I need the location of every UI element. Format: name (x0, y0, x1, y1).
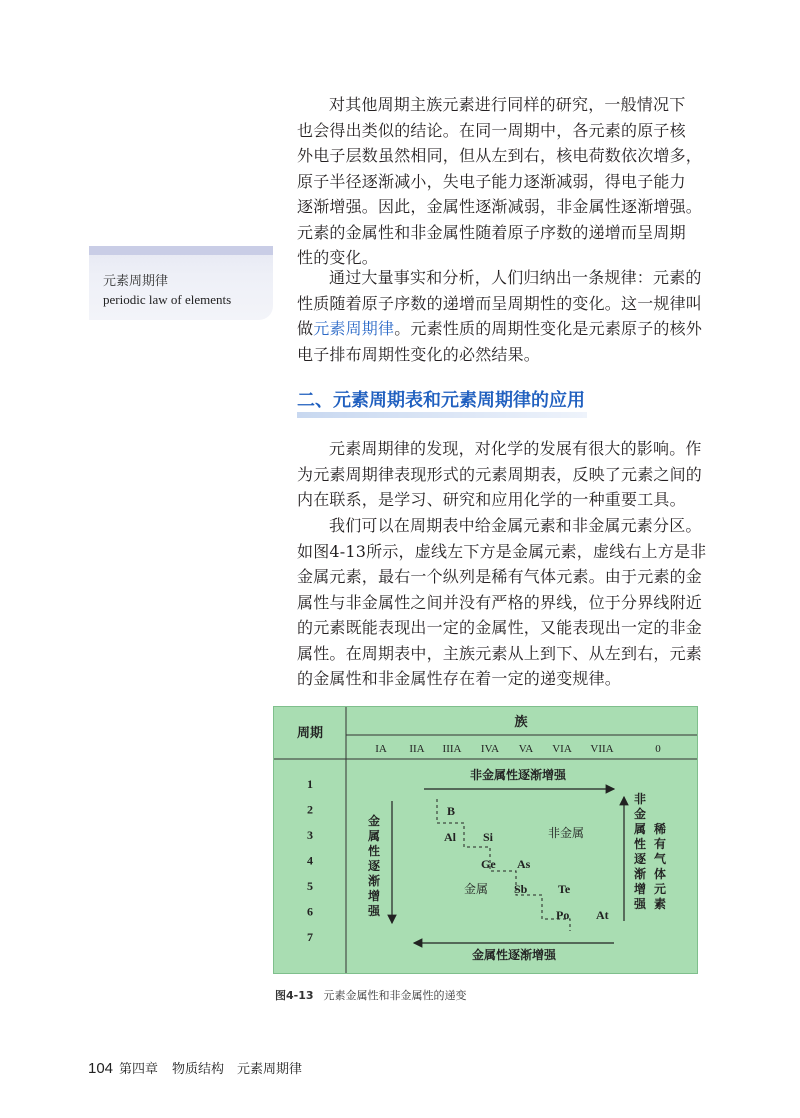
element-po: Po (556, 908, 570, 922)
vertical-char: 强 (633, 897, 647, 911)
vertical-char: 金 (633, 807, 647, 821)
group-label: IA (375, 743, 387, 755)
paragraph-line: 电子排布周期性变化的必然结果。 (297, 344, 541, 364)
paragraph-line: 属性与非金属性之间并没有严格的界线，位于分界线附近 (297, 592, 703, 612)
group-label: IIIA (442, 743, 462, 755)
vertical-char: 稀 (653, 822, 667, 836)
periodic-trends-diagram (274, 707, 697, 973)
vertical-char: 增 (633, 882, 647, 896)
paragraph-line: 元素的金属性和非金属性随着原子序数的递增而呈周期 (297, 222, 686, 242)
period-label: 5 (307, 879, 313, 893)
element-al: Al (444, 830, 456, 844)
paragraph-line: 对其他周期主族元素进行同样的研究，一般情况下 (329, 95, 686, 114)
group-header: 族 (514, 714, 528, 729)
group-label: VIIA (590, 743, 614, 755)
vertical-char: 气 (653, 852, 667, 866)
metal-nonmetal-boundary (437, 799, 570, 931)
paragraph-3 (297, 436, 703, 513)
paragraph-line: 内在联系，是学习、研究和应用化学的一种重要工具。 (297, 490, 686, 509)
element-as: As (517, 857, 531, 871)
chapter-number: 第四章 (119, 1062, 159, 1077)
paragraph-line: 我们可以在周期表中给金属元素和非金属元素分区。 (329, 516, 702, 535)
paragraph-line: 元素周期律的发现，对化学的发展有很大的影响。作 (329, 439, 702, 458)
figure-periodic-trends (273, 706, 698, 974)
paragraph-line: 原子半径逐渐减小，失电子能力逐渐减弱，得电子能力 (297, 171, 686, 191)
period-label: 1 (307, 777, 313, 791)
vertical-char: 逐 (367, 859, 381, 873)
vertical-char: 属 (633, 822, 647, 836)
paragraph-line (297, 316, 703, 342)
element-si: Si (483, 830, 494, 844)
element-ge: Ge (481, 857, 496, 871)
vertical-char: 渐 (367, 874, 381, 888)
paragraph-line: 逐渐增强。因此，金属性逐渐减弱，非金属性逐渐增强。 (297, 197, 703, 216)
paragraph-line: 属性。在周期表中，主族元素从上到下、从左到右，元素 (297, 643, 703, 663)
paragraph-line: 性的变化。 (297, 248, 379, 267)
section-heading: 二、元素周期表和元素周期律的应用 (297, 390, 585, 411)
side-note-chinese: 元素周期律 (103, 274, 169, 289)
period-header: 周期 (296, 725, 324, 740)
paragraph-1 (297, 92, 703, 271)
vertical-char: 金 (367, 814, 381, 828)
vertical-char: 性 (367, 844, 381, 858)
paragraph-line: 外电子层数虽然相同，但从左到右，核电荷数依次增多， (297, 146, 703, 165)
caption-number: 图4-13 (275, 989, 314, 1002)
side-note-bar (89, 246, 273, 255)
side-note (89, 246, 273, 320)
group-label: IIA (409, 743, 425, 755)
label-metal-left (367, 813, 381, 918)
vertical-char: 渐 (633, 867, 647, 881)
paragraph-line: 的金属性和非金属性存在着一定的递变规律。 (297, 669, 622, 688)
element-at: At (596, 908, 609, 922)
period-labels (307, 777, 313, 944)
label-nonmetal-top: 非金属性逐渐增强 (469, 768, 567, 782)
zone-nonmetal: 非金属 (547, 826, 585, 840)
group-label: 0 (655, 743, 661, 755)
key-term: 元素周期律 (313, 319, 395, 338)
side-note-english: periodic law of elements (103, 292, 232, 307)
paragraph-line: 金属元素，最右一个纵列是稀有气体元素。由于元素的金 (297, 567, 703, 586)
element-sb: Sb (514, 882, 528, 896)
text-fragment: 做 (297, 319, 314, 338)
paragraph-line: 为元素周期律表现形式的元素周期表，反映了元素之间的 (297, 464, 703, 484)
vertical-char: 性 (633, 837, 647, 851)
paragraph-line: 如图4-13所示，虚线左下方是金属元素，虚线右上方是非 (297, 541, 707, 561)
figure-caption (275, 987, 467, 1003)
element-b: B (447, 804, 456, 818)
caption-text: 元素金属性和非金属性的递变 (323, 989, 467, 1002)
label-metal-bottom: 金属性逐渐增强 (471, 948, 557, 962)
period-label: 2 (307, 802, 313, 817)
paragraph-2 (297, 265, 703, 367)
period-label: 3 (307, 828, 313, 842)
group-labels (375, 743, 661, 755)
vertical-char: 逐 (633, 852, 647, 866)
heading-underline (297, 412, 587, 418)
label-nonmetal-right (633, 791, 647, 911)
paragraph-line: 性质随着原子序数的递增而呈周期性的变化。这一规律叫 (297, 293, 703, 313)
group-label: IVA (480, 743, 500, 755)
text-fragment: 。元素性质的周期性变化是元素原子的核外 (394, 319, 703, 338)
vertical-char: 素 (653, 897, 667, 911)
group-label: VA (518, 743, 534, 755)
paragraph-4 (297, 513, 707, 692)
period-label: 6 (307, 904, 313, 919)
vertical-char: 有 (653, 837, 667, 851)
period-label: 7 (307, 930, 313, 944)
vertical-char: 增 (367, 889, 381, 903)
vertical-char: 属 (367, 829, 381, 843)
label-noble-gas (653, 821, 667, 911)
zone-metal: 金属 (463, 882, 489, 896)
period-label: 4 (307, 853, 313, 868)
paragraph-line: 也会得出类似的结论。在同一周期中，各元素的原子核 (297, 120, 686, 140)
group-label: VIA (552, 743, 572, 755)
page-footer (88, 1058, 302, 1077)
vertical-char: 非 (633, 792, 647, 806)
vertical-char: 元 (653, 882, 667, 896)
chapter-title: 物质结构 元素周期律 (172, 1062, 303, 1077)
paragraph-line: 的元素既能表现出一定的金属性，又能表现出一定的非金 (297, 618, 703, 637)
vertical-char: 体 (653, 867, 667, 881)
element-te: Te (558, 882, 571, 896)
page-number: 104 (88, 1060, 114, 1077)
vertical-char: 强 (367, 904, 381, 918)
paragraph-line: 通过大量事实和分析，人们归纳出一条规律：元素的 (329, 268, 702, 287)
